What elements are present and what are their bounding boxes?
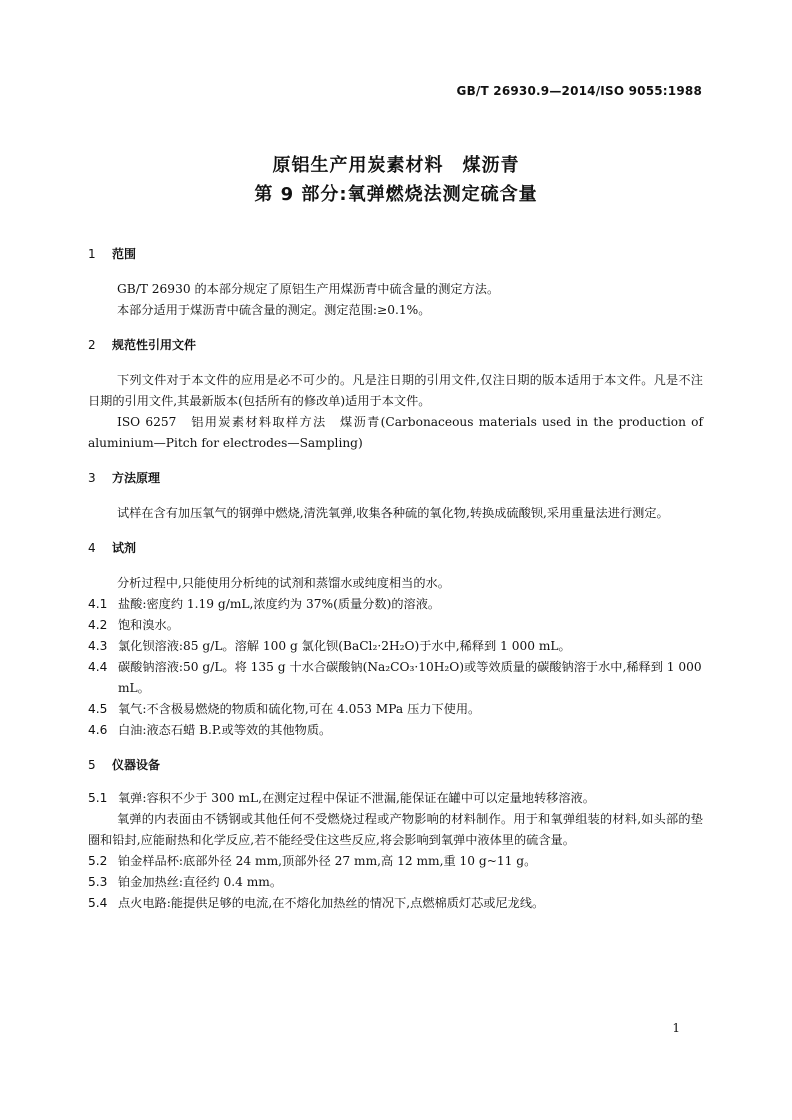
document-title-line2: 第 9 部分:氧弹燃烧法测定硫含量	[254, 184, 538, 205]
item-text: 铂金加热丝:直径约 0.4 mm。	[118, 875, 283, 889]
item-number: 4.2	[88, 618, 108, 632]
section-number: 2	[88, 338, 96, 352]
section-title: 方法原理	[112, 471, 161, 485]
item-text: 氧气:不含极易燃烧的物质和硫化物,可在 4.053 MPa 压力下使用。	[118, 702, 481, 716]
item-text: 氯化钡溶液:85 g/L。溶解 100 g 氯化钡(BaCl₂·2H₂O)于水中,稀释到 1 000 mL。	[118, 639, 571, 653]
section-title: 试剂	[112, 541, 137, 555]
item-number: 5.3	[88, 875, 108, 889]
section-title: 范围	[112, 247, 137, 261]
paragraph: 下列文件对于本文件的应用是必不可少的。凡是注日期的引用文件,仅注日期的版本适用于本文件。凡是不注日期的引用文件,其最新版本(包括所有的修改单)适用于本文件。	[88, 373, 703, 408]
item-number: 4.4	[88, 660, 108, 674]
item-text: 白油:液态石蜡 B.P.或等效的其他物质。	[118, 723, 332, 737]
section-number: 5	[88, 758, 96, 772]
list-item	[88, 872, 703, 893]
item-text: 饱和溴水。	[118, 618, 179, 632]
item-number: 4.1	[88, 597, 108, 611]
item-number: 5.2	[88, 854, 108, 868]
document-title-line1: 原铝生产用炭素材料 煤沥青	[272, 155, 520, 176]
item-text: 点火电路:能提供足够的电流,在不熔化加热丝的情况下,点燃棉质灯芯或尼龙线。	[118, 896, 545, 910]
list-item	[88, 699, 703, 720]
item-text: 氧弹:容积不少于 300 mL,在测定过程中保证不泄漏,能保证在罐中可以定量地转移溶液。	[118, 791, 595, 805]
list-item	[88, 594, 703, 615]
list-item	[88, 720, 703, 741]
document-body	[88, 244, 703, 914]
item-text: 碳酸钠溶液:50 g/L。将 135 g 十水合碳酸钠(Na₂CO₃·10H₂O)或等效质量的碳酸钠溶于水中,稀释到 1 000 mL。	[118, 660, 702, 695]
page-number: 1	[672, 1021, 680, 1035]
section-title: 仪器设备	[112, 758, 161, 772]
paragraph: 试样在含有加压氧气的钢弹中燃烧,清洗氧弹,收集各种硫的氧化物,转换成硫酸钡,采用重量法进行测定。	[117, 506, 669, 520]
list-item	[88, 788, 703, 809]
list-item	[88, 893, 703, 914]
paragraph: 本部分适用于煤沥青中硫含量的测定。测定范围:≥0.1%。	[117, 303, 431, 317]
list-item	[88, 636, 703, 657]
section-title: 规范性引用文件	[112, 338, 197, 352]
item-text: 铂金样品杯:底部外径 24 mm,顶部外径 27 mm,高 12 mm,重 10 g~11 g。	[118, 854, 537, 868]
paragraph: 氧弹的内表面由不锈钢或其他任何不受燃烧过程或产物影响的材料制作。用于和氧弹组装的材料,如头部的垫圈和铅封,应能耐热和化学反应,若不能经受住这些反应,将会影响到氧弹中液体里的硫含量。	[88, 812, 703, 847]
paragraph: GB/T 26930 的本部分规定了原铝生产用煤沥青中硫含量的测定方法。	[117, 282, 500, 296]
section-number: 1	[88, 247, 96, 261]
paragraph: 分析过程中,只能使用分析纯的试剂和蒸馏水或纯度相当的水。	[117, 576, 450, 590]
item-number: 5.1	[88, 791, 108, 805]
item-number: 4.5	[88, 702, 108, 716]
item-number: 5.4	[88, 896, 108, 910]
list-item	[88, 851, 703, 872]
item-number: 4.3	[88, 639, 108, 653]
list-item	[88, 615, 703, 636]
section-heading-reagents	[88, 538, 703, 559]
item-text: 盐酸:密度约 1.19 g/mL,浓度约为 37%(质量分数)的溶液。	[118, 597, 441, 611]
section-heading-principle	[88, 468, 703, 489]
reference-entry: ISO 6257 铝用炭素材料取样方法 煤沥青(Carbonaceous materials used in the production of aluminium—Pitch for electrodes—Sampling)	[88, 415, 703, 450]
section-number: 4	[88, 541, 96, 555]
list-item	[88, 657, 703, 699]
item-number: 4.6	[88, 723, 108, 737]
section-heading-scope	[88, 244, 703, 265]
section-heading-apparatus	[88, 755, 703, 776]
standard-number: GB/T 26930.9—2014/ISO 9055:1988	[456, 84, 702, 98]
section-heading-normative-references	[88, 335, 703, 356]
section-number: 3	[88, 471, 96, 485]
